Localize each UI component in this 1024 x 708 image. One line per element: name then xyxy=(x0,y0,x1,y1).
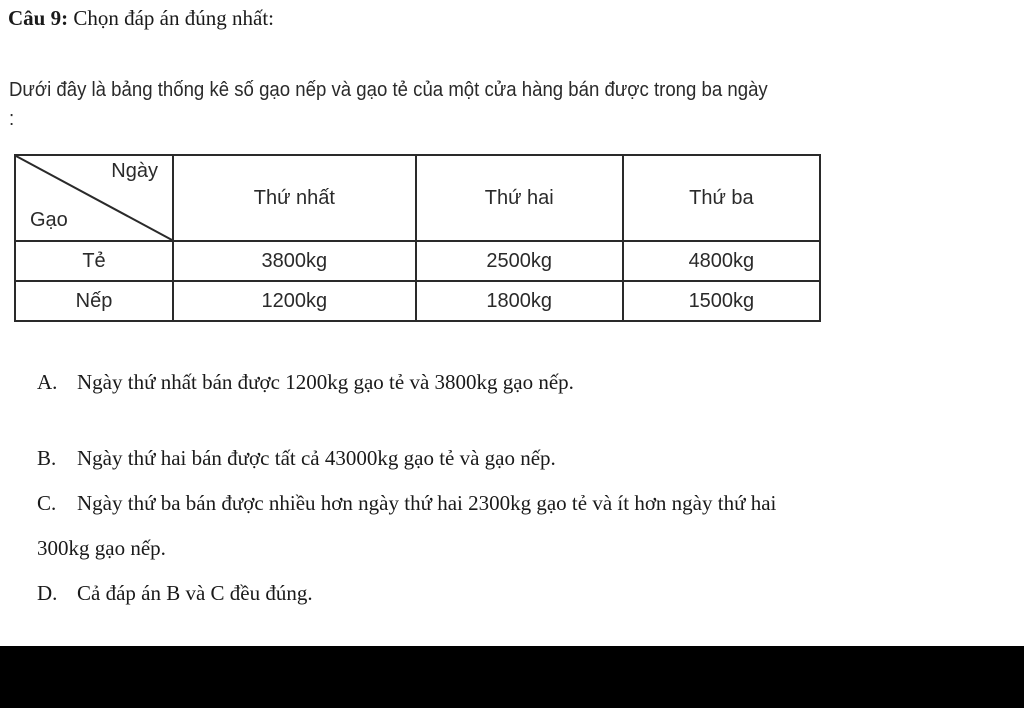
question-number: Câu 9: xyxy=(8,6,69,30)
bottom-black-bar xyxy=(0,646,1024,708)
header-day-2: Thứ hai xyxy=(416,155,623,241)
row-label-nep: Nếp xyxy=(15,281,173,321)
option-text: Ngày thứ hai bán được tất cả 43000kg gạo tẻ và gạo nếp. xyxy=(77,446,556,470)
corner-label-rice: Gạo xyxy=(30,209,68,231)
option-letter: A. xyxy=(37,370,58,394)
option-letter: D. xyxy=(37,581,58,605)
table-cell: 1200kg xyxy=(173,281,416,321)
table-row xyxy=(15,241,820,281)
intro-paragraph: Dưới đây là bảng thống kê số gạo nếp và gạo tẻ của một cửa hàng bán được trong ba ngày : xyxy=(9,79,768,130)
question-text: Chọn đáp án đúng nhất: xyxy=(68,6,274,30)
option-b[interactable] xyxy=(37,446,556,471)
option-c[interactable] xyxy=(37,491,776,516)
table-header-row xyxy=(15,155,820,241)
question-heading xyxy=(8,4,274,32)
header-day-3: Thứ ba xyxy=(623,155,820,241)
corner-label-day: Ngày xyxy=(111,160,158,182)
row-label-te: Tẻ xyxy=(15,241,173,281)
table-cell: 2500kg xyxy=(416,241,623,281)
option-letter: C. xyxy=(37,491,57,515)
table-cell: 1800kg xyxy=(416,281,623,321)
rice-sales-table xyxy=(14,154,821,322)
option-a[interactable] xyxy=(37,370,574,395)
option-text: Ngày thứ nhất bán được 1200kg gạo tẻ và 3800kg gạo nếp. xyxy=(77,370,574,394)
table-row xyxy=(15,281,820,321)
table-cell: 4800kg xyxy=(623,241,820,281)
table-corner-cell xyxy=(15,155,173,241)
option-d[interactable] xyxy=(37,581,313,606)
table-cell: 3800kg xyxy=(173,241,416,281)
table-cell: 1500kg xyxy=(623,281,820,321)
header-day-1: Thứ nhất xyxy=(173,155,416,241)
option-text: Ngày thứ ba bán được nhiều hơn ngày thứ hai 2300kg gạo tẻ và ít hơn ngày thứ hai xyxy=(77,491,777,515)
option-letter: B. xyxy=(37,446,57,470)
option-text: Cả đáp án B và C đều đúng. xyxy=(77,581,313,605)
option-c-continuation: 300kg gạo nếp. xyxy=(37,536,166,560)
